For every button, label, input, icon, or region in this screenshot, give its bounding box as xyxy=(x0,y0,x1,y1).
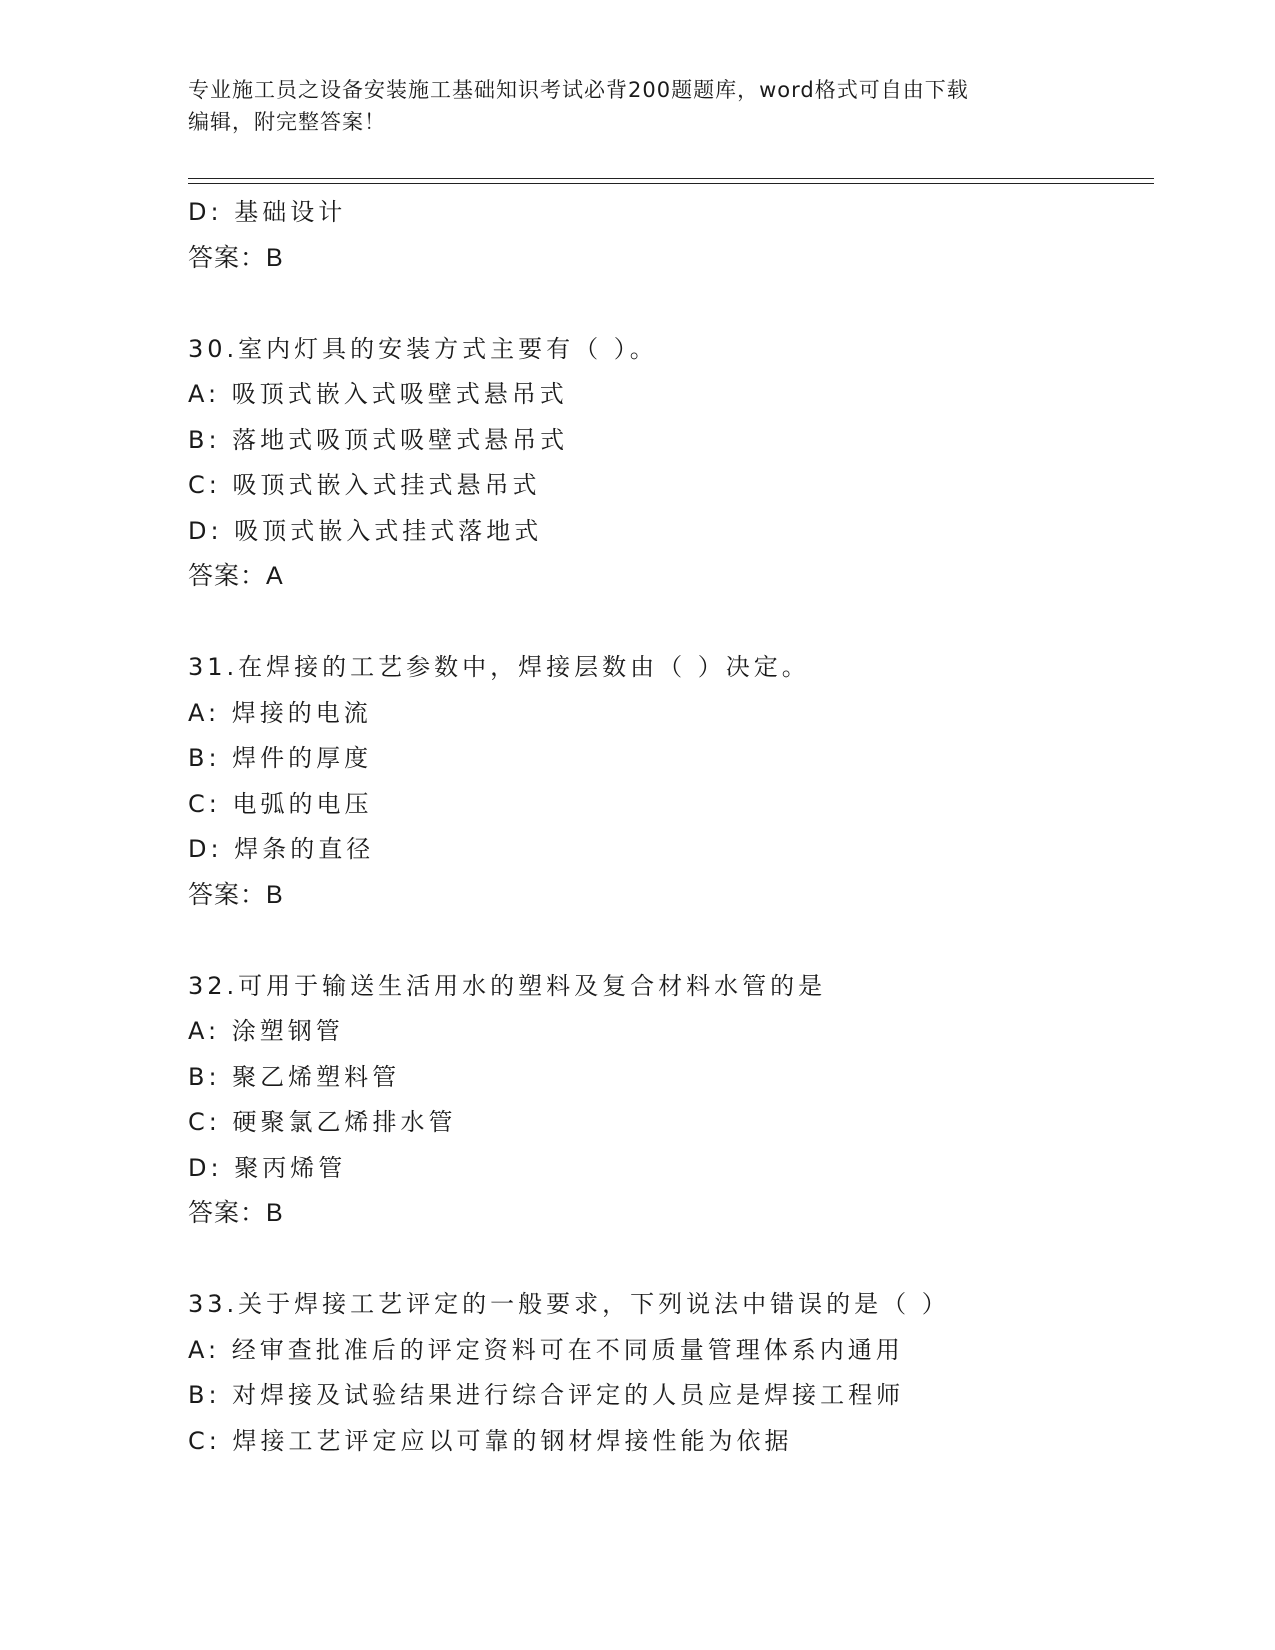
question-stem: 30.室内灯具的安装方式主要有（ ）。 xyxy=(188,334,658,363)
spacer xyxy=(188,600,1168,646)
option-a: A: 涂塑钢管 xyxy=(188,1017,344,1045)
answer: 答案：B xyxy=(188,1199,284,1227)
question-32 xyxy=(188,964,1168,1237)
option-a: A: 经审查批准后的评定资料可在不同质量管理体系内通用 xyxy=(188,1335,904,1364)
option-c: C: 焊接工艺评定应以可靠的钢材焊接性能为依据 xyxy=(188,1426,793,1455)
option-b: B: 焊件的厚度 xyxy=(188,744,373,772)
option-c: C: 电弧的电压 xyxy=(188,789,373,818)
question-30 xyxy=(188,327,1168,600)
question-stem: 33.关于焊接工艺评定的一般要求，下列说法中错误的是（ ） xyxy=(188,1290,950,1318)
question-31 xyxy=(188,645,1168,918)
spacer xyxy=(188,918,1168,964)
option-a: A: 焊接的电流 xyxy=(188,698,372,727)
spacer xyxy=(188,281,1168,327)
option-c: C: 硬聚氯乙烯排水管 xyxy=(188,1108,457,1136)
option-c: C: 吸顶式嵌入式挂式悬吊式 xyxy=(188,471,541,499)
answer: 答案：A xyxy=(188,562,284,590)
question-list xyxy=(188,190,1168,1464)
header-divider-top xyxy=(188,178,1154,179)
option-d: D: 吸顶式嵌入式挂式落地式 xyxy=(188,516,543,545)
header-line-2: 编辑，附完整答案！ xyxy=(188,110,386,134)
option-b: B: 落地式吸顶式吸壁式悬吊式 xyxy=(188,425,569,454)
question-stem: 31.在焊接的工艺参数中，焊接层数由（ ）决定。 xyxy=(188,653,810,681)
option-d: D: 焊条的直径 xyxy=(188,835,375,863)
option-d: D: 聚丙烯管 xyxy=(188,1153,347,1182)
header-line-1: 专业施工员之设备安装施工基础知识考试必背200题题库，word格式可自由下载 xyxy=(188,78,969,102)
question-33 xyxy=(188,1282,1168,1464)
option-a: A: 吸顶式嵌入式吸壁式悬吊式 xyxy=(188,380,568,408)
answer: 答案：B xyxy=(188,880,284,909)
answer: 答案：B xyxy=(188,243,284,272)
option-b: B: 聚乙烯塑料管 xyxy=(188,1062,401,1091)
spacer xyxy=(188,1237,1168,1283)
option-b: B: 对焊接及试验结果进行综合评定的人员应是焊接工程师 xyxy=(188,1381,905,1409)
question-stem: 32.可用于输送生活用水的塑料及复合材料水管的是 xyxy=(188,971,827,1000)
document-header xyxy=(188,74,1088,138)
option-d: D: 基础设计 xyxy=(188,198,347,226)
header-divider-bottom xyxy=(188,183,1154,184)
